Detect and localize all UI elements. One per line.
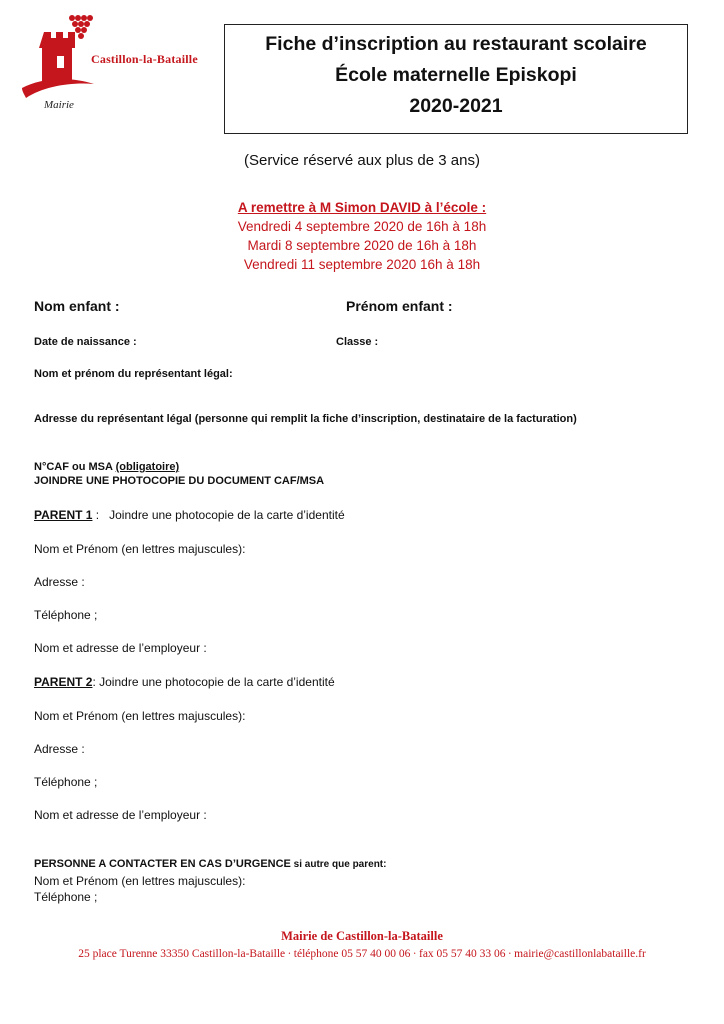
parent1-phone-label: Téléphone ; — [34, 608, 98, 622]
title-box — [224, 24, 688, 134]
parent2-name-label: Nom et Prénom (en lettres majuscules): — [34, 709, 246, 723]
parent1-heading: PARENT 1 — [34, 508, 93, 522]
delivery-heading: A remettre à M Simon DAVID à l’école : — [237, 200, 487, 215]
parent2-employer-label: Nom et adresse de l’employeur : — [34, 808, 207, 822]
child-first-name-label: Prénom enfant : — [346, 298, 453, 314]
delivery-date-1: Vendredi 4 septembre 2020 de 16h à 18h — [237, 219, 487, 234]
caf-label: N°CAF ou MSA — [34, 461, 113, 473]
service-note: (Service réservé aux plus de 3 ans) — [244, 152, 480, 169]
emergency-heading-line — [34, 858, 386, 870]
caf-instruction: JOINDRE UNE PHOTOCOPIE DU DOCUMENT CAF/MSA — [34, 475, 325, 487]
emergency-phone-label: Téléphone ; — [34, 890, 98, 904]
title-line-3: 2020-2021 — [409, 95, 503, 117]
emergency-heading-suffix: si autre que parent: — [290, 859, 387, 870]
class-label: Classe : — [336, 336, 379, 348]
title-line-2: École maternelle Episkopi — [335, 64, 577, 86]
emergency-name-label: Nom et Prénom (en lettres majuscules): — [34, 874, 246, 888]
footer-address: 25 place Turenne 33350 Castillon-la-Bataille ∙ téléphone 05 57 40 00 06 ∙ fax 05 57 40 33 06 ∙ mairie@castillonlabataille.fr — [78, 948, 646, 960]
parent2-address-label: Adresse : — [34, 742, 85, 756]
child-last-name-label: Nom enfant : — [34, 298, 120, 314]
parent1-address-label: Adresse : — [34, 575, 85, 589]
title-line-1: Fiche d’inscription au restaurant scolaire — [265, 33, 647, 55]
parent1-note: Joindre une photocopie de la carte d’identité — [99, 508, 345, 522]
parent1-heading-suffix: : — [92, 508, 100, 522]
parent2-phone-label: Téléphone ; — [34, 775, 98, 789]
parent1-name-label: Nom et Prénom (en lettres majuscules): — [34, 542, 246, 556]
logo-caption: Mairie — [44, 99, 74, 111]
parent2-note: Joindre une photocopie de la carte d’identité — [95, 675, 335, 689]
logo-name: Castillon-la-Bataille — [91, 52, 198, 66]
caf-number-label — [34, 461, 179, 473]
emergency-heading: PERSONNE A CONTACTER EN CAS D’URGENCE — [34, 858, 291, 870]
caf-required: (obligatoire) — [115, 461, 180, 473]
legal-rep-address-label: Adresse du représentant légal (personne qui remplit la fiche d’inscription, destinataire de la facturation) — [34, 413, 577, 425]
parent1-employer-label: Nom et adresse de l’employeur : — [34, 641, 207, 655]
parent2-heading: PARENT 2 — [34, 675, 93, 689]
legal-rep-name-label: Nom et prénom du représentant légal: — [34, 368, 233, 380]
parent2-heading-line — [34, 675, 335, 689]
castle-grapes-logo-icon — [20, 12, 100, 104]
delivery-date-3: Vendredi 11 septembre 2020 16h à 18h — [243, 257, 481, 272]
parent2-heading-suffix: : — [92, 675, 96, 689]
birth-date-label: Date de naissance : — [34, 336, 137, 348]
parent1-heading-line — [34, 508, 345, 522]
footer-org: Mairie de Castillon-la-Bataille — [281, 929, 443, 943]
delivery-date-2: Mardi 8 septembre 2020 de 16h à 18h — [247, 238, 477, 253]
